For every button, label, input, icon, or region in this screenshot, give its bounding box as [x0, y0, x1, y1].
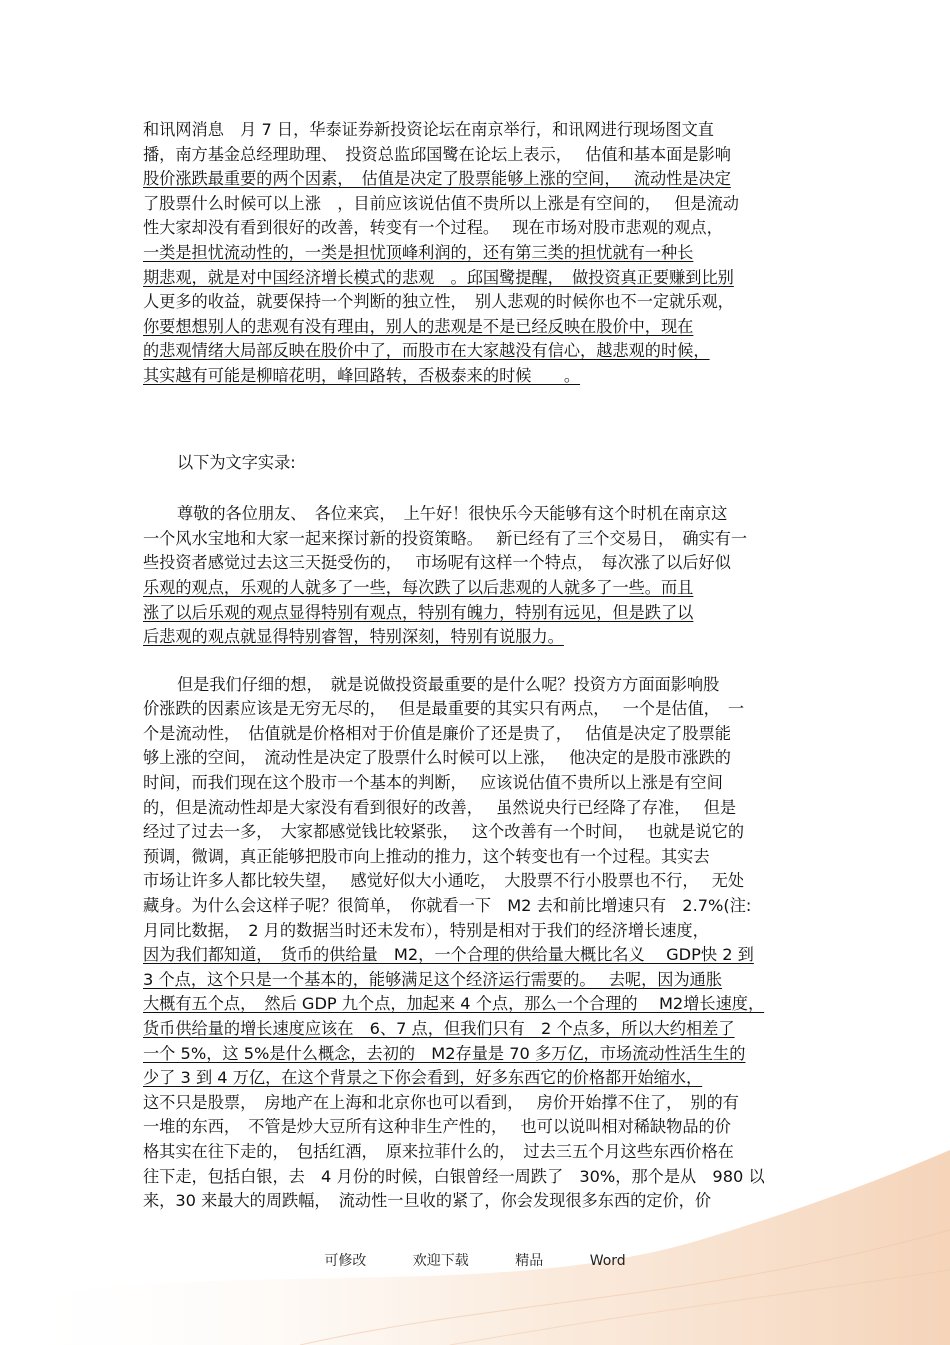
text-line: 少了 3 到 4 万亿，在这个背景之下你会看到，好多东西它的价格都开始缩水，: [143, 1068, 703, 1088]
paragraph-speech-2: [143, 673, 808, 1214]
text-line: 货币供给量的增长速度应该在 6、7 点，但我们只有 2 个点多，所以大约相差了: [143, 1019, 735, 1038]
text-line: 的悲观情绪大局部反映在股价中了，而股市在大家越没有信心，越悲观的时候，: [143, 341, 710, 361]
text-line: 一类是担忧流动性的，一类是担忧顶峰利润的，还有第三类的担忧就有一种长: [143, 242, 694, 262]
text-line: 这不只是股票， 房地产在上海和北京你也可以看到， 房价开始撑不住了， 别的有: [143, 1092, 739, 1112]
text-line: 来，30 来最大的周跌幅， 流动性一旦收的紧了，你会发现很多东西的定价，价: [143, 1191, 744, 1211]
text-line: 了股票什么时候可以上涨 ，目前应该说估值不贵所以上涨是有空间的， 但是流动: [143, 193, 739, 213]
text-line: 一堆的东西， 不管是炒大豆所有这种非生产性的， 也可以说叫相对稀缺物品的价: [143, 1117, 731, 1137]
text-line: 性大家却没有看到很好的改善，转变有一个过程。 现在市场对股市悲观的观点，: [143, 218, 723, 238]
text-line: 大概有五个点， 然后 GDP 九个点，加起来 4 个点，那么一个合理的 M2增长速度，: [143, 994, 765, 1014]
text-line: 期悲观，就是对中国经济增长模式的悲观 。邱国鹭提醒， 做投资真正要赚到比别: [143, 267, 734, 287]
footer-item-quality: 精品: [515, 1253, 544, 1269]
text-line: 一个风水宝地和大家一起来探讨新的投资策略。 新已经有了三个交易日， 确实有一: [143, 528, 748, 548]
footer-item-word: Word: [589, 1253, 626, 1269]
text-line: 预调，微调，真正能够把股市向上推动的推力，这个转变也有一个过程。其实去: [143, 846, 710, 866]
text-line: 够上涨的空间， 流动性是决定了股票什么时候可以上涨， 他决定的是股市涨跌的: [143, 748, 731, 768]
text-line: 的，但是流动性却是大家没有看到很好的改善， 虽然说央行已经降了存准， 但是: [143, 797, 737, 817]
text-line: 价涨跌的因素应该是无穷无尽的， 但是最重要的其实只有两点， 一个是估值， 一: [143, 699, 745, 719]
text-line: 乐观的观点，乐观的人就多了一些，每次跌了以后悲观的人就多了一些。而且: [143, 577, 694, 597]
footer-item-download: 欢迎下载: [412, 1253, 469, 1269]
text-line: 格其实在往下走的， 包括红酒， 原来拉菲什么的， 过去三五个月这些东西价格在: [143, 1141, 734, 1161]
text-line: 月同比数据， 2 月的数据当时还未发布），特别是相对于我们的经济增长速度，: [143, 920, 709, 940]
text-line: 3 个点，这个只是一个基本的，能够满足这个经济运行需要的。 去呢，因为通胀: [143, 969, 723, 989]
text-line: 后悲观的观点就显得特别睿智，特别深刻，特别有说服力。: [143, 627, 564, 647]
text-line: 些投资者感觉过去这三天挺受伤的， 市场呢有这样一个特点， 每次涨了以后好似: [143, 553, 731, 573]
paragraph-speech-1: [143, 502, 808, 650]
text-line: 市场让许多人都比较失望， 感觉好似大小通吃， 大股票不行小股票也不行， 无处: [143, 871, 745, 891]
text-line: 经过了过去一多， 大家都感觉钱比较紧张， 这个改善有一个时间， 也就是说它的: [143, 822, 745, 842]
document-body: [143, 118, 808, 1214]
paragraph-intro: [143, 118, 808, 389]
text-line: 一个 5%，这 5%是什么概念，去初的 M2存量是 70 多万亿，市场流动性活生生的: [143, 1043, 746, 1063]
text-line: 播，南方基金总经理助理、 投资总监邱国鹭在论坛上表示， 估值和基本面是影响: [143, 144, 731, 164]
text-line: 你要想想别人的悲观有没有理由，别人的悲观是不是已经反映在股价中，现在: [143, 316, 694, 336]
text-line: 因为我们都知道， 货币的供给量 M2，一个合理的供给量大概比名义 GDP快 2 到: [143, 945, 754, 965]
section-heading: [143, 451, 808, 476]
text-line: 人更多的收益，就要保持一个判断的独立性， 别人悲观的时候你也不一定就乐观，: [143, 292, 734, 312]
text-line: 和讯网消息 月 7 日，华泰证券新投资论坛在南京举行，和讯网进行现场图文直: [143, 120, 714, 139]
page-footer: [0, 1250, 950, 1270]
text-line: 时间，而我们现在这个股市一个基本的判断， 应该说估值不贵所以上涨是有空间: [143, 773, 723, 793]
footer-item-editable: 可修改: [324, 1253, 367, 1269]
text-line: 但是我们仔细的想， 就是说做投资最重要的是什么呢？投资方方面面影响股: [177, 674, 720, 694]
text-line: 往下走，包括白银，去 4 月份的时候，白银曾经一周跌了 30%，那个是从 980 以: [143, 1166, 765, 1186]
text-line: 其实越有可能是柳暗花明，峰回路转，否极泰来的时候 。: [143, 365, 581, 385]
text-line: 涨了以后乐观的观点显得特别有观点，特别有魄力，特别有远见，但是跌了以: [143, 602, 694, 622]
text-line: 尊敬的各位朋友、 各位来宾， 上午好！很快乐今天能够有这个时机在南京这: [177, 504, 728, 524]
text-line: 个是流动性， 估值就是价格相对于价值是廉价了还是贵了， 估值是决定了股票能: [143, 723, 731, 743]
text-line: 藏身。为什么会这样子呢？很简单， 你就看一下 M2 去和前比增速只有 2.7%(注:: [143, 896, 752, 916]
heading-text: 以下为文字实录:: [177, 452, 296, 472]
text-line: 股价涨跌最重要的两个因素， 估值是决定了股票能够上涨的空间， 流动性是决定: [143, 169, 731, 189]
